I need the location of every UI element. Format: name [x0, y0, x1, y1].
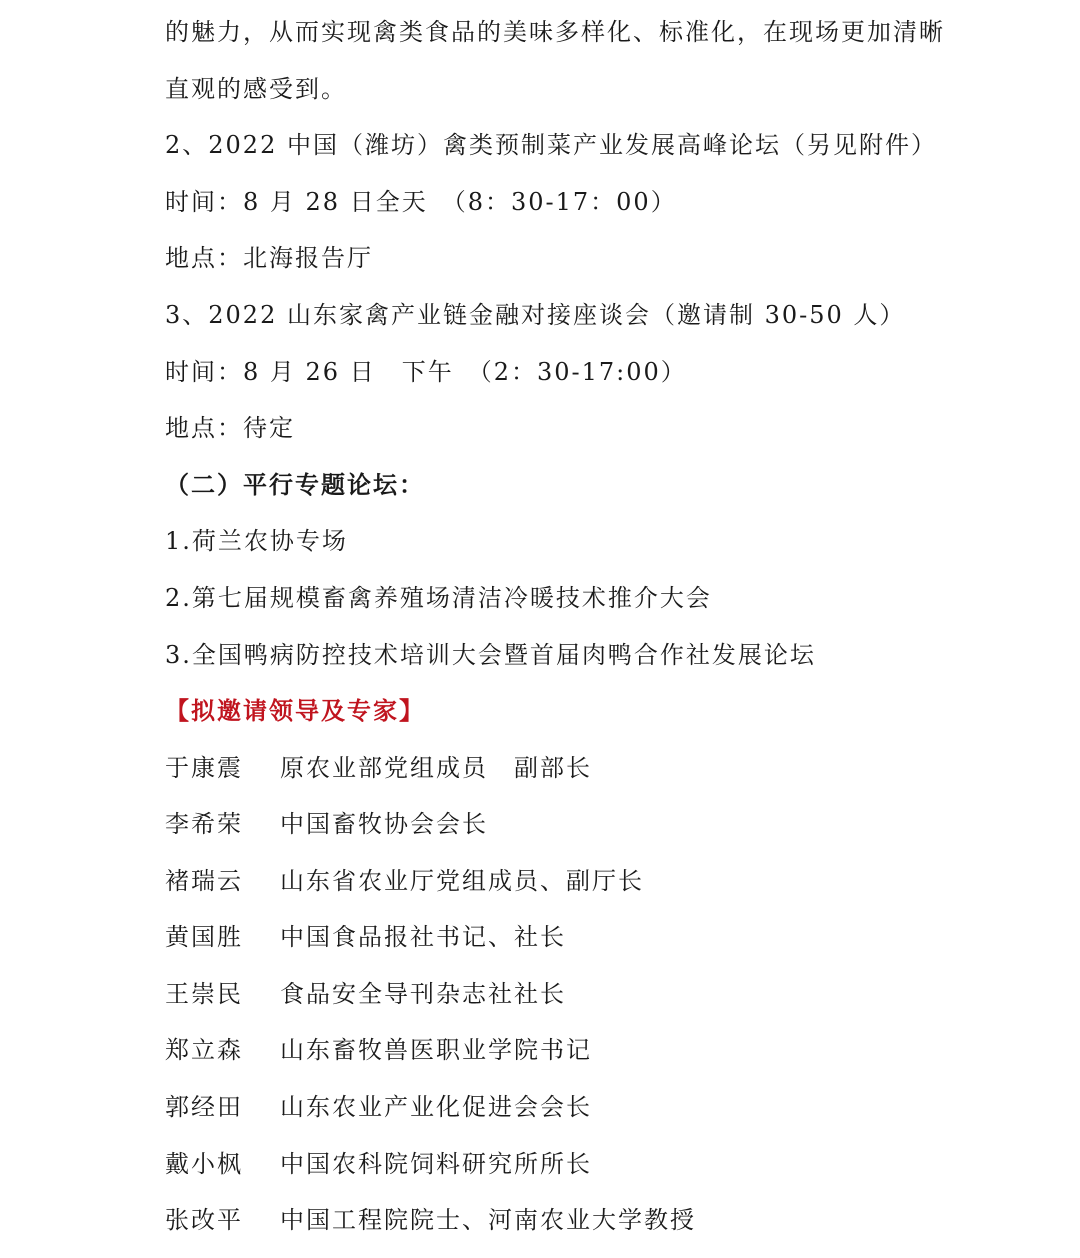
- expert-row: [165, 753, 592, 783]
- parallel-forum-item: 3.全国鸭病防控技术培训大会暨首届肉鸭合作社发展论坛: [165, 641, 816, 669]
- expert-name: 郑立森: [165, 1036, 243, 1064]
- expert-row: [165, 1035, 592, 1065]
- expert-row: [165, 866, 644, 896]
- paragraph-line: 的魅力，从而实现禽类食品的美味多样化、标准化，在现场更加清晰: [165, 18, 945, 46]
- expert-title: 中国农科院饲料研究所所长: [280, 1150, 592, 1178]
- expert-row: [165, 1149, 592, 1179]
- expert-name: 黄国胜: [165, 923, 243, 951]
- experts-heading: 【拟邀请领导及专家】: [165, 697, 425, 725]
- expert-row: [165, 922, 566, 952]
- parallel-forums-heading: （二）平行专题论坛：: [165, 471, 425, 499]
- forum-item-3-location: 地点：待定: [165, 414, 295, 442]
- expert-title: 山东农业产业化促进会会长: [280, 1093, 592, 1121]
- expert-title: 中国工程院院士、河南农业大学教授: [280, 1206, 696, 1234]
- paragraph-line: 直观的感受到。: [165, 75, 347, 103]
- expert-name: 王崇民: [165, 980, 243, 1008]
- expert-row: [165, 979, 566, 1009]
- expert-title: 山东畜牧兽医职业学院书记: [280, 1036, 592, 1064]
- expert-title: 中国畜牧协会会长: [280, 810, 488, 838]
- expert-title: 原农业部党组成员 副部长: [280, 754, 592, 782]
- expert-row: [165, 1092, 592, 1122]
- forum-item-2-title: 2、2022 中国（潍坊）禽类预制菜产业发展高峰论坛（另见附件）: [165, 131, 937, 159]
- expert-name: 李希荣: [165, 810, 243, 838]
- expert-name: 于康震: [165, 754, 243, 782]
- expert-title: 山东省农业厅党组成员、副厅长: [280, 867, 644, 895]
- expert-row: [165, 809, 488, 839]
- expert-name: 郭经田: [165, 1093, 243, 1121]
- forum-item-3-time: 时间：8 月 26 日 下午 （2：30-17:00）: [165, 358, 687, 386]
- expert-title: 中国食品报社书记、社长: [280, 923, 566, 951]
- expert-name: 戴小枫: [165, 1150, 243, 1178]
- expert-name: 张改平: [165, 1206, 243, 1234]
- forum-item-2-location: 地点：北海报告厅: [165, 244, 373, 272]
- parallel-forum-item: 1.荷兰农协专场: [165, 527, 348, 555]
- forum-item-2-time: 时间：8 月 28 日全天 （8：30-17：00）: [165, 188, 677, 216]
- expert-name: 褚瑞云: [165, 867, 243, 895]
- parallel-forum-item: 2.第七届规模畜禽养殖场清洁冷暖技术推介大会: [165, 584, 712, 612]
- expert-row: [165, 1205, 696, 1235]
- forum-item-3-title: 3、2022 山东家禽产业链金融对接座谈会（邀请制 30-50 人）: [165, 301, 906, 329]
- expert-title: 食品安全导刊杂志社社长: [280, 980, 566, 1008]
